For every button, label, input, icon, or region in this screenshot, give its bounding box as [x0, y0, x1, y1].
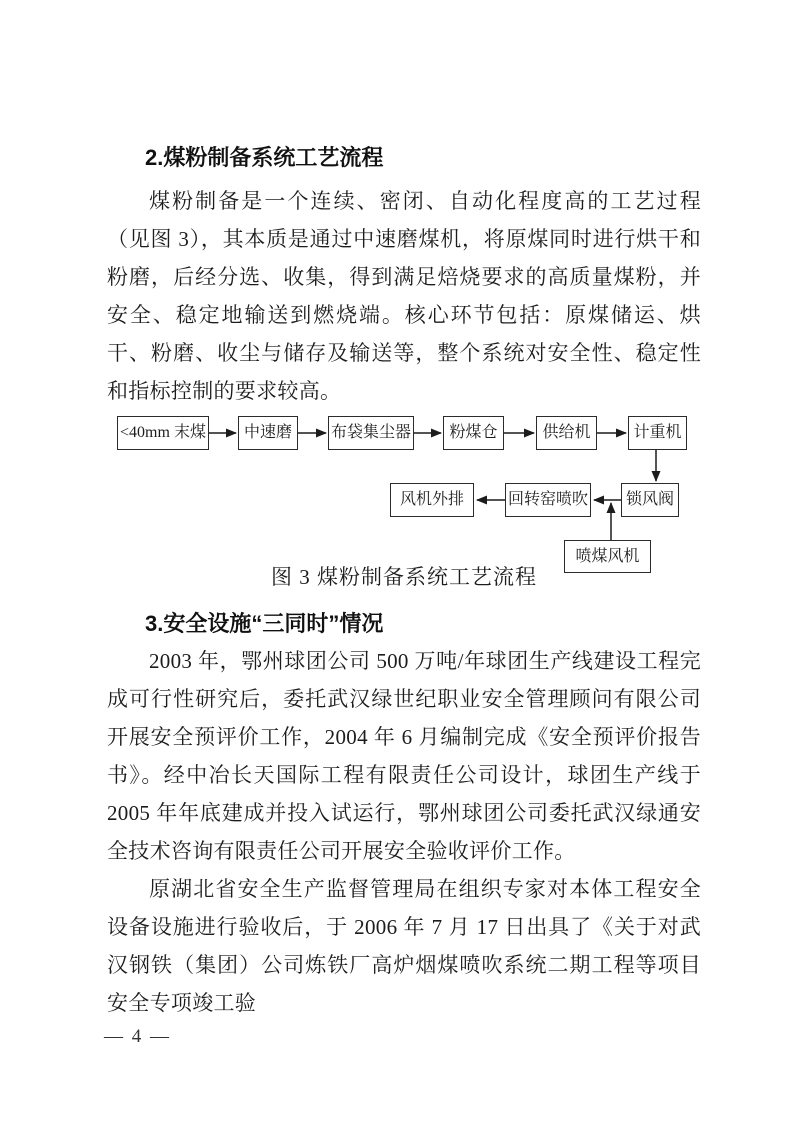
section-2-paragraph: 煤粉制备是一个连续、密闭、自动化程度高的工艺过程（见图 3），其本质是通过中速磨煤机，将原煤同时进行烘干和粉磨，后经分选、收集，得到满足焙烧要求的高质量煤粉，并安全、稳定地输送到燃烧端。核心环节包括：原煤储运、烘干、粉磨、收尘与储存及输送等，整个系统对安全性、稳定性和指标控制的要求较高。: [107, 189, 701, 403]
flow-node-rotary-kiln-injection: 回转窑喷吹: [505, 483, 591, 517]
flow-node-raw-coal: <40mm 末煤: [117, 416, 209, 450]
section-2-heading: 2.煤粉制备系统工艺流程: [145, 145, 384, 170]
flow-node-feeder: 供给机: [536, 416, 597, 450]
flow-node-air-lock-valve: 锁风阀: [621, 483, 679, 517]
flow-node-coal-powder-bin: 粉煤仓: [443, 416, 504, 450]
flow-node-fan-exhaust: 风机外排: [390, 483, 474, 517]
section-3-paragraph-1: 2003 年，鄂州球团公司 500 万吨/年球团生产线建设工程完成可行性研究后，委托武汉绿世纪职业安全管理顾问有限公司开展安全预评价工作，2004 年 6 月编制完成《安全预评价报告书》。经中冶长天国际工程有限责任公司设计，球团生产线于 2005 年年底建成并投入试运行，鄂州球团公司委托武汉绿通安全技术咨询有限责任公司开展安全验收评价工作。: [107, 649, 701, 863]
section-3-paragraph-2: 原湖北省安全生产监督管理局在组织专家对本体工程安全设备设施进行验收后，于 2006 年 7 月 17 日出具了《关于对武汉钢铁（集团）公司炼铁厂高炉烟煤喷吹系统二期工程等项目安全专项竣工验: [107, 877, 701, 1015]
flow-node-coal-injection-fan: 喷煤风机: [564, 540, 651, 573]
figure-3-caption: 图 3 煤粉制备系统工艺流程: [271, 565, 537, 589]
page-number: — 4 —: [104, 1026, 171, 1047]
section-3-heading: 3.安全设施“三同时”情况: [145, 611, 384, 636]
flow-node-bag-dust-collector: 布袋集尘器: [328, 416, 414, 450]
flow-node-mid-speed-mill: 中速磨: [238, 416, 298, 450]
flow-node-weighing-machine: 计重机: [628, 416, 687, 450]
